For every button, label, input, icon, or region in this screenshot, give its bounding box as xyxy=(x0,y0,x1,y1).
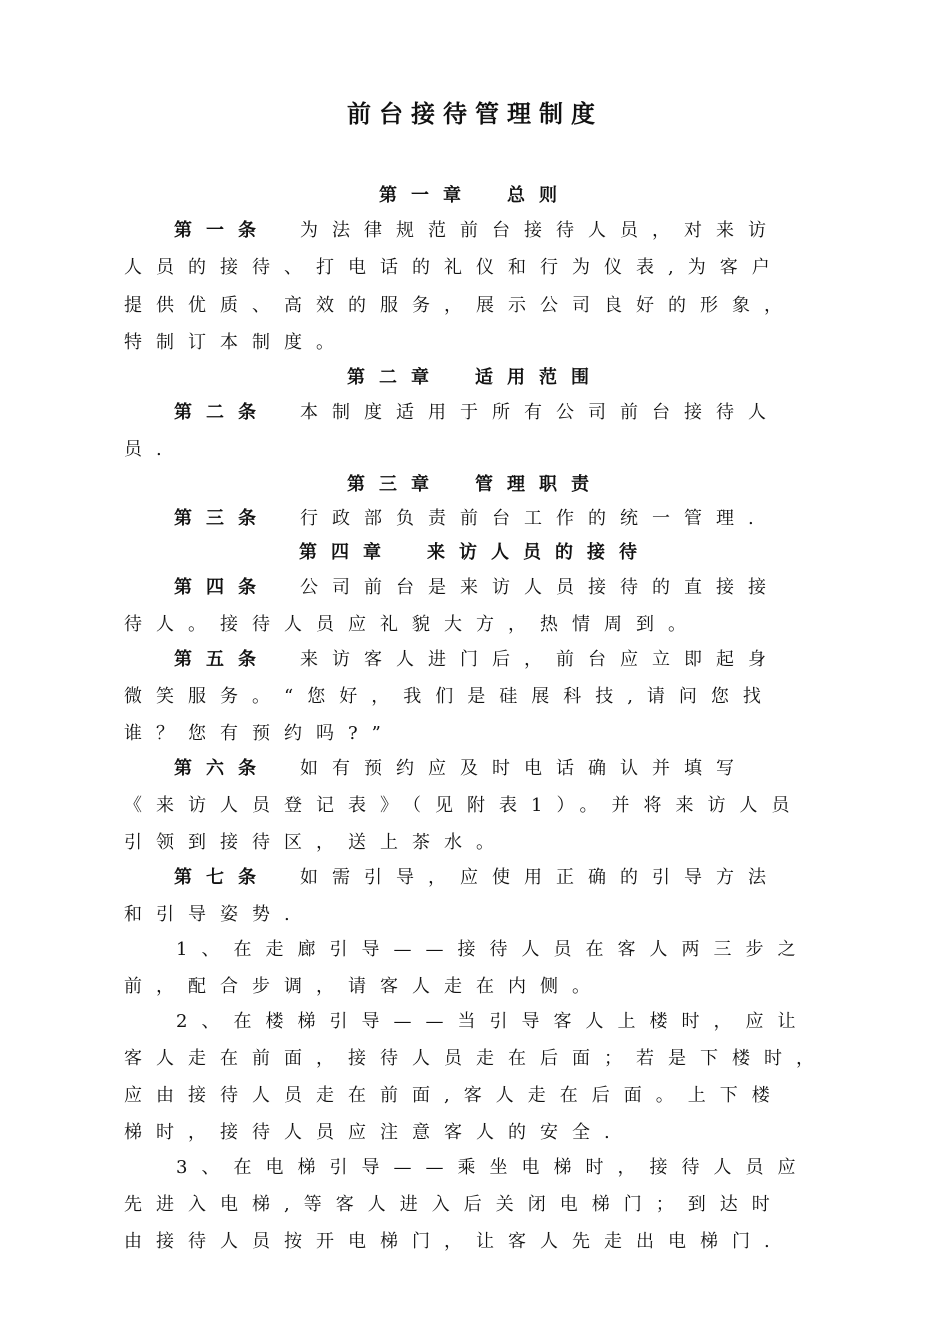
list-item-line: 3、在电梯引导——乘坐电梯时，接待人员应 xyxy=(176,1157,810,1178)
list-item-line: 客人走在前面，接待人员走在后面；若是下楼时， xyxy=(124,1048,828,1069)
article-line: 提供优质、高效的服务，展示公司良好的形象， xyxy=(124,295,796,316)
article-label: 第三条 xyxy=(174,508,270,529)
chapter-heading: 第二章 适用范围 xyxy=(347,367,603,388)
article-line: 人员的接待、打电话的礼仪和行为仪表,为客户 xyxy=(124,257,784,278)
article-label: 第五条 xyxy=(174,649,270,670)
article-text: 本制度适用于所有公司前台接待人 xyxy=(300,402,780,423)
document-title: 前台接待管理制度 xyxy=(347,99,603,128)
article-line: 引领到接待区，送上茶水。 xyxy=(124,832,508,853)
list-item-line: 1、在走廊引导——接待人员在客人两三步之 xyxy=(176,939,810,960)
article-line: 微笑服务。“您好，我们是硅展科技,请问您找 xyxy=(124,686,775,707)
article-text: 如有预约应及时电话确认并填写 xyxy=(300,758,748,779)
article-text: 公司前台是来访人员接待的直接接 xyxy=(300,577,780,598)
article-label: 第六条 xyxy=(174,758,270,779)
list-item-line: 2、在楼梯引导——当引导客人上楼时，应让 xyxy=(176,1011,810,1032)
article-line xyxy=(174,219,874,243)
article-line xyxy=(174,576,874,600)
article-line xyxy=(174,866,874,890)
article-label: 第七条 xyxy=(174,867,270,888)
article-line xyxy=(174,648,874,672)
article-line: 和引导姿势. xyxy=(124,904,304,925)
list-item-line: 梯时，接待人员应注意客人的安全. xyxy=(124,1122,624,1143)
article-text: 来访客人进门后，前台应立即起身 xyxy=(300,649,780,670)
article-text: 行政部负责前台工作的统一管理. xyxy=(300,508,768,529)
list-item-line: 前，配合步调，请客人走在内侧。 xyxy=(124,976,604,997)
article-line: 特制订本制度。 xyxy=(124,332,348,353)
article-text: 为法律规范前台接待人员，对来访 xyxy=(300,220,780,241)
list-item-line: 由接待人员按开电梯门，让客人先走出电梯门. xyxy=(124,1231,784,1252)
chapter-heading: 第四章 来访人员的接待 xyxy=(299,542,651,563)
article-line: 谁？您有预约吗?” xyxy=(124,723,395,744)
article-line: 《来访人员登记表》（见附表1）。并将来访人员 xyxy=(124,795,804,816)
list-item-line: 应由接待人员走在前面,客人走在后面。上下楼 xyxy=(124,1085,784,1106)
article-label: 第二条 xyxy=(174,402,270,423)
chapter-heading: 第一章 总则 xyxy=(379,185,571,206)
chapter-heading: 第三章 管理职责 xyxy=(347,474,603,495)
article-line xyxy=(174,401,874,425)
article-line xyxy=(174,757,874,781)
article-text: 如需引导，应使用正确的引导方法 xyxy=(300,867,780,888)
article-label: 第四条 xyxy=(174,577,270,598)
article-line: 员. xyxy=(124,439,176,460)
article-line: 待人。接待人员应礼貌大方，热情周到。 xyxy=(124,614,700,635)
article-line xyxy=(174,507,874,531)
article-label: 第一条 xyxy=(174,220,270,241)
list-item-line: 先进入电梯,等客人进入后关闭电梯门；到达时 xyxy=(124,1194,784,1215)
